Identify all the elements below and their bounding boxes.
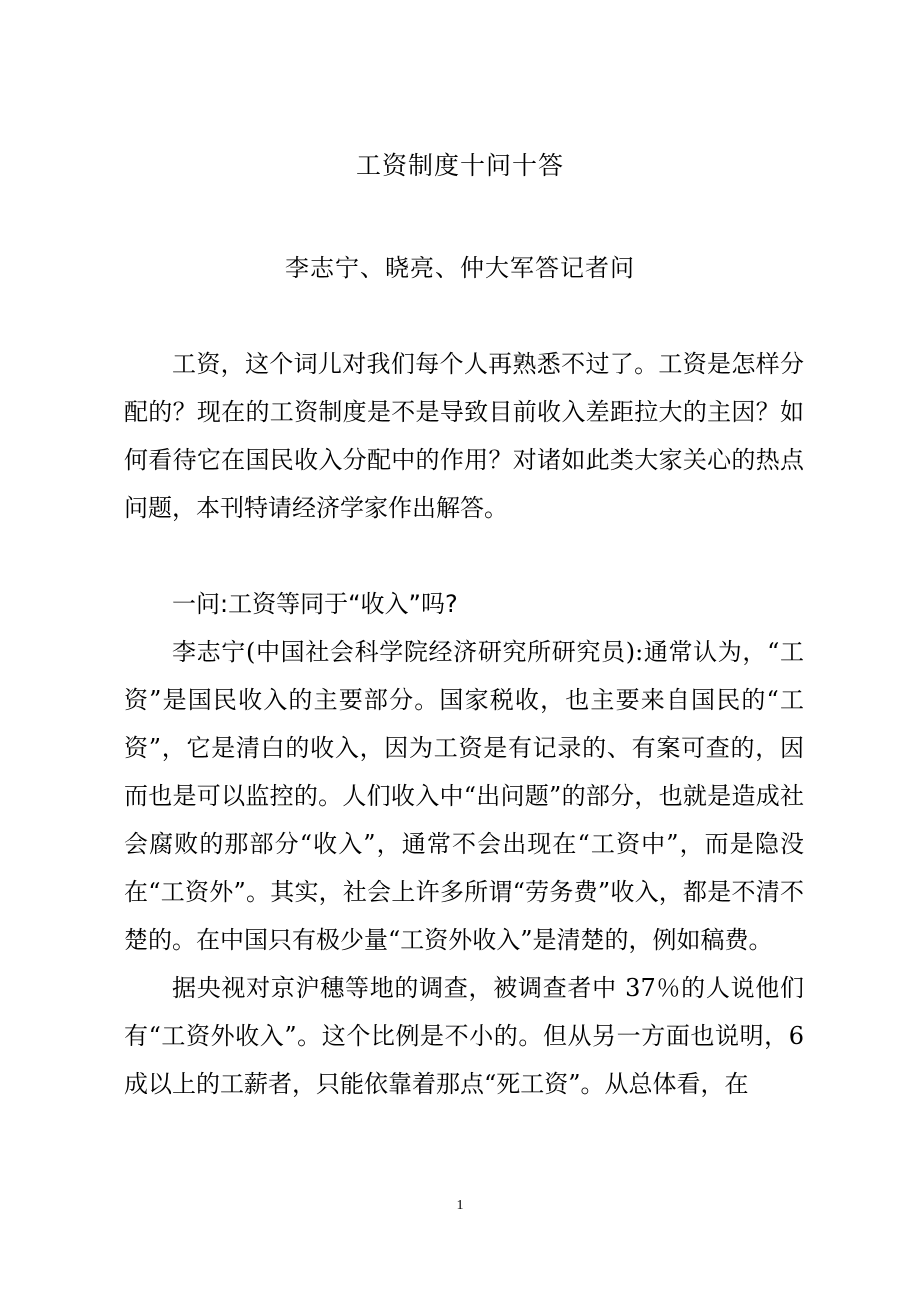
document-byline: 李志宁、晓亮、仲大军答记者问 (285, 254, 635, 282)
intro-paragraph: 工资，这个词儿对我们每个人再熟悉不过了。工资是怎样分配的？现在的工资制度是不是导致目前收入差距拉大的主因？如何看待它在国民收入分配中的作用？对诸如此类大家关心的热点问题，本刊特请经济学家作出解答。 (124, 350, 804, 522)
section-heading: 一问:工资等同于“收入”吗? (172, 590, 458, 618)
body-block (124, 628, 804, 1108)
page-number: 1 (456, 1198, 464, 1213)
body-paragraph-2: 据央视对京沪穗等地的调查，被调查者中 37％的人说他们有“工资外收入”。这个比例是不小的。但从另一方面也说明，6 成以上的工薪者，只能依靠着那点“死工资”。从总体看，在 (124, 974, 804, 1098)
document-title: 工资制度十问十答 (355, 151, 564, 180)
body-paragraph-1: 李志宁(中国社会科学院经济研究所研究员):通常认为，“工资”是国民收入的主要部分。国家税收，也主要来自国民的“工资”，它是清白的收入，因为工资是有记录的、有案可查的，因而也是可以监控的。人们收入中“出问题”的部分，也就是造成社会腐败的那部分“收入”，通常不会出现在“工资中”，而是隐没在“工资外”。其实，社会上许多所谓“劳务费”收入，都是不清不楚的。在中国只有极少量“工资外收入”是清楚的，例如稿费。 (124, 638, 804, 954)
intro-block (124, 340, 804, 532)
